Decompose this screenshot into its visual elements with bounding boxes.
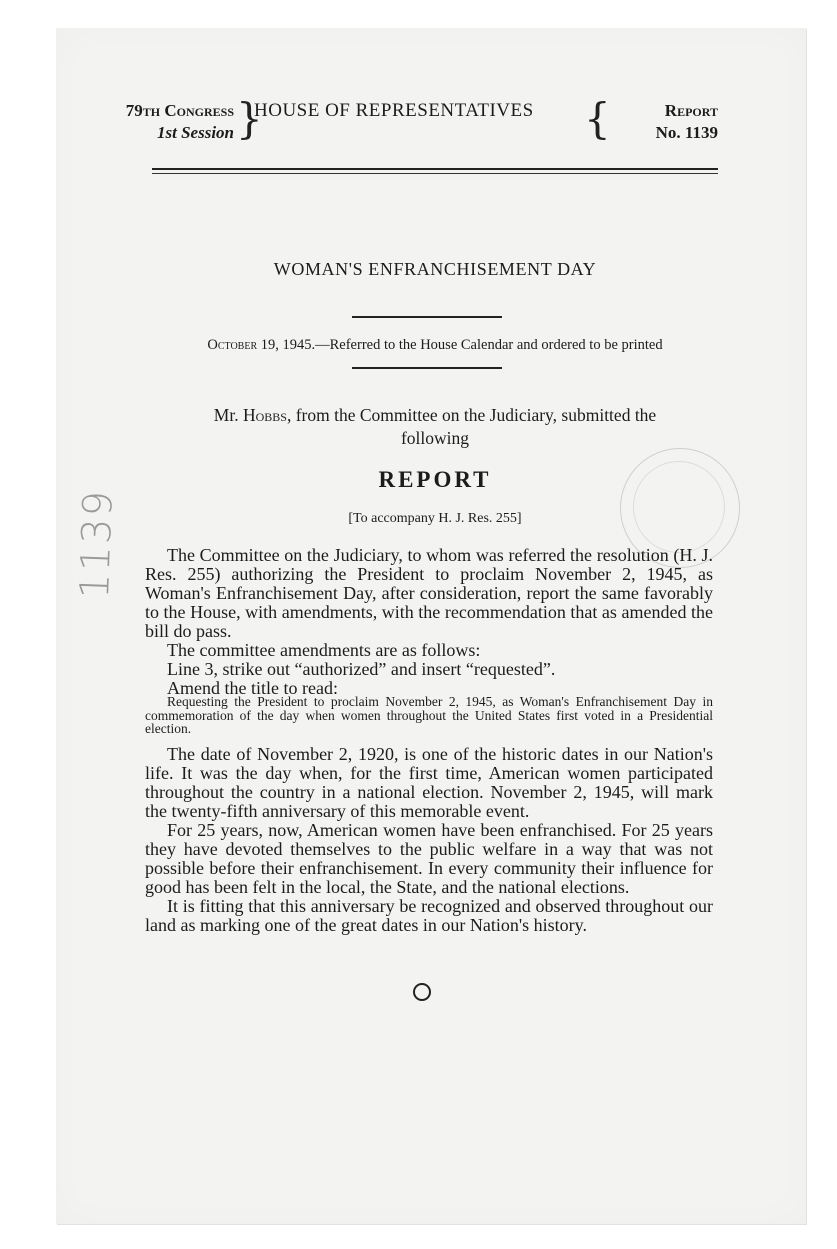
paragraph: The date of November 2, 1920, is one of the historic dates in our Nation's life. It was the day when, for the first time, American women participated throughout the country in a national election. November 2, 1945, will mark the twenty-fifth anniversary of this memorable event.	[145, 744, 713, 821]
paragraph: For 25 years, now, American women have been enfranchised. For 25 years they have devoted themselves to the public welfare in a way that was not possible before their enfranchisement. In every community their influence for good has been felt in the local, the State, and the national elections.	[145, 820, 713, 897]
report-label: Report	[664, 101, 718, 120]
report-number-block	[608, 100, 718, 144]
session-label: 1st Session	[157, 123, 234, 142]
report-number: No. 1139	[655, 123, 718, 142]
submitted-statement	[145, 404, 725, 450]
paragraph: It is fitting that this anniversary be recognized and observed throughout our land as marking one of the great dates in our Nation's history.	[145, 896, 713, 935]
body-top	[145, 546, 713, 698]
paragraph: The committee amendments are as follows:	[167, 640, 481, 660]
submitted-line1: , from the Committee on the Judiciary, submitted the	[286, 405, 657, 425]
dateline-divider	[352, 367, 502, 369]
end-mark-circle	[413, 983, 431, 1001]
member-name: Hobbs	[242, 405, 287, 425]
submitted-line2: following	[400, 428, 470, 448]
header-rule-thin	[152, 173, 718, 174]
margin-handwritten-note: 1139	[72, 488, 122, 600]
quoted-title: Requesting the President to proclaim November 2, 1945, as Woman's Enfranchisement Day in commemoration of the day when women throughout the United States first voted in a Presidential election.	[145, 694, 713, 736]
right-brace-glyph: {	[584, 94, 611, 143]
quoted-title-block	[145, 695, 713, 736]
paragraph: The Committee on the Judiciary, to whom was referred the resolution (H. J. Res. 255) authorizing the President to proclaim November 2, 1945, as Woman's Enfranchisement Day, after consideration, report the same favorably to the House, with amendments, with the recommendation that as amended the bill do pass.	[145, 545, 713, 641]
congress-session	[96, 100, 234, 144]
report-header	[96, 94, 718, 170]
header-rule-thick	[152, 168, 718, 170]
dateline-text: —Referred to the House Calendar and ordered to be printed	[315, 337, 663, 353]
paragraph: Amend the title to read:	[167, 678, 338, 698]
congress-label: 79th Congress	[125, 101, 234, 120]
title-divider	[352, 316, 502, 318]
document-title: WOMAN'S ENFRANCHISEMENT DAY	[273, 259, 597, 279]
member-prefix: Mr.	[213, 405, 239, 425]
left-brace-glyph: }	[236, 94, 263, 143]
paragraph: Line 3, strike out “authorized” and insert “requested”.	[167, 659, 556, 679]
dateline	[140, 337, 730, 354]
report-heading: REPORT	[378, 467, 492, 492]
stamp-inner-ring	[633, 461, 725, 553]
accompany-note: [To accompany H. J. Res. 255]	[348, 511, 522, 526]
body-bottom	[145, 745, 713, 935]
dateline-date: October 19, 1945.	[207, 337, 316, 353]
chamber-title: HOUSE OF REPRESENTATIVES	[254, 100, 534, 121]
